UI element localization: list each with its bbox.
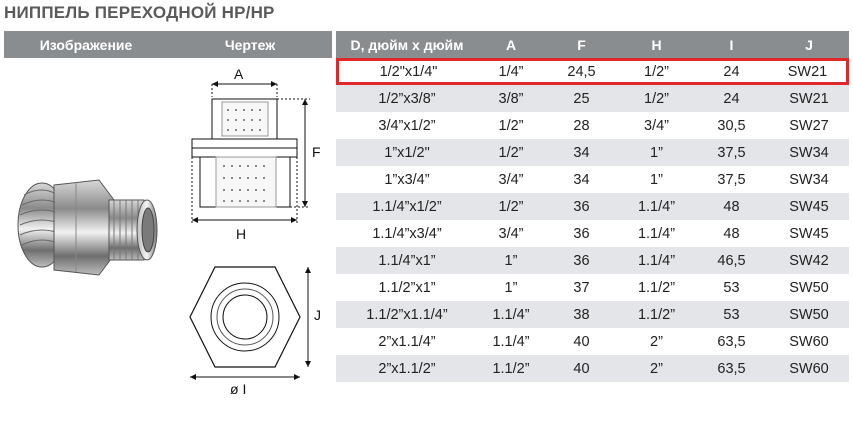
drawing-column-header: Чертеж [224,36,276,53]
table-row [336,112,849,139]
table-cell: 37 [544,274,619,301]
table-cell: 1.1/2”x1” [336,274,478,301]
table-cell: 2” [619,328,694,355]
table-cell: 36 [544,220,619,247]
table-cell: 1/2” [478,139,544,166]
table-cell: SW34 [769,166,849,193]
table-row [336,301,849,328]
table-cell: 1.1/4”x1/2” [336,193,478,220]
table-cell: 30,5 [694,112,769,139]
dim-label-i: ø I [230,381,247,397]
table-cell: 1.1/2” [478,355,544,382]
table-cell: SW27 [769,112,849,139]
table-header-row [336,31,849,58]
dim-label-f: F [312,144,321,160]
table-cell: 48 [694,193,769,220]
table-cell: 63,5 [694,355,769,382]
table-cell: 38 [544,301,619,328]
table-cell: 1/4” [478,58,544,85]
table-cell: 3/4” [619,112,694,139]
table-cell: 34 [544,166,619,193]
table-cell: 24,5 [544,58,619,85]
table-cell: 1.1/4”x3/4” [336,220,478,247]
table-cell: 53 [694,301,769,328]
header-j: J [769,31,849,58]
table-cell: 1”x1/2" [336,139,478,166]
table-cell: SW60 [769,328,849,355]
header-f: F [544,31,619,58]
table-cell: 2”x1.1/2” [336,355,478,382]
table-cell: 37,5 [694,139,769,166]
page-title: НИППЕЛЬ ПЕРЕХОДНОЙ НР/НР [4,3,275,22]
table-cell: 1” [619,139,694,166]
table-cell: 24 [694,58,769,85]
table-cell: 25 [544,85,619,112]
table-cell: 1/2” [478,193,544,220]
table-cell: 1.1/4” [619,193,694,220]
table-cell: SW42 [769,247,849,274]
table-row [336,139,849,166]
table-cell: 1”x3/4” [336,166,478,193]
header-d: D, дюйм х дюйм [336,31,478,58]
table-cell: SW50 [769,301,849,328]
technical-drawing [170,62,335,397]
header-h: H [619,31,694,58]
table-cell: SW60 [769,355,849,382]
table-cell: 1.1/2”x1.1/4” [336,301,478,328]
dim-label-j: J [314,307,321,323]
table-cell: 1/2” [619,58,694,85]
table-cell: SW50 [769,274,849,301]
specs-table [336,31,849,382]
table-cell: 1.1/4” [478,328,544,355]
table-cell: 36 [544,193,619,220]
table-cell: 40 [544,355,619,382]
table-cell: SW45 [769,220,849,247]
nipple-photo [14,170,164,285]
header-i: I [694,31,769,58]
table-row [336,193,849,220]
table-cell: 3/8” [478,85,544,112]
table-cell: 1/2”x3/8” [336,85,478,112]
table-row [336,166,849,193]
table-cell: 1.1/4” [619,220,694,247]
table-cell: SW45 [769,193,849,220]
dim-label-h: H [236,226,247,242]
table-cell: 1.1/4” [619,247,694,274]
table-cell: 3/4” [478,220,544,247]
table-row [336,220,849,247]
table-cell: 1” [619,166,694,193]
table-cell: 2” [619,355,694,382]
table-cell: 1.1/2” [619,274,694,301]
table-row [336,247,849,274]
table-cell: 53 [694,274,769,301]
table-cell: 1” [478,274,544,301]
left-header [4,31,332,58]
table-cell: 1.1/4” [478,301,544,328]
table-cell: 24 [694,85,769,112]
table-cell: 1” [478,247,544,274]
table-row [336,355,849,382]
table-cell: 34 [544,139,619,166]
table-cell: 1/2” [478,112,544,139]
table-cell: 3/4” [478,166,544,193]
table-cell: 1/2” [619,85,694,112]
table-cell: 3/4”x1/2” [336,112,478,139]
table-row [336,328,849,355]
table-row [336,274,849,301]
table-cell: 1/2"x1/4" [336,58,478,85]
table-cell: 46,5 [694,247,769,274]
image-column-header: Изображение [39,36,133,53]
table-cell: SW34 [769,139,849,166]
table-cell: SW21 [769,85,849,112]
table-row [336,85,849,112]
table-cell: 40 [544,328,619,355]
header-a: A [478,31,544,58]
table-cell: 36 [544,247,619,274]
table-cell: SW21 [769,58,849,85]
table-cell: 1.1/2” [619,301,694,328]
table-cell: 48 [694,220,769,247]
table-cell: 63,5 [694,328,769,355]
table-cell: 1.1/4”x1” [336,247,478,274]
table-cell: 28 [544,112,619,139]
table-cell: 2”x1.1/4” [336,328,478,355]
table-cell: 37,5 [694,166,769,193]
table-row [336,58,849,85]
dim-label-a: A [234,66,244,82]
